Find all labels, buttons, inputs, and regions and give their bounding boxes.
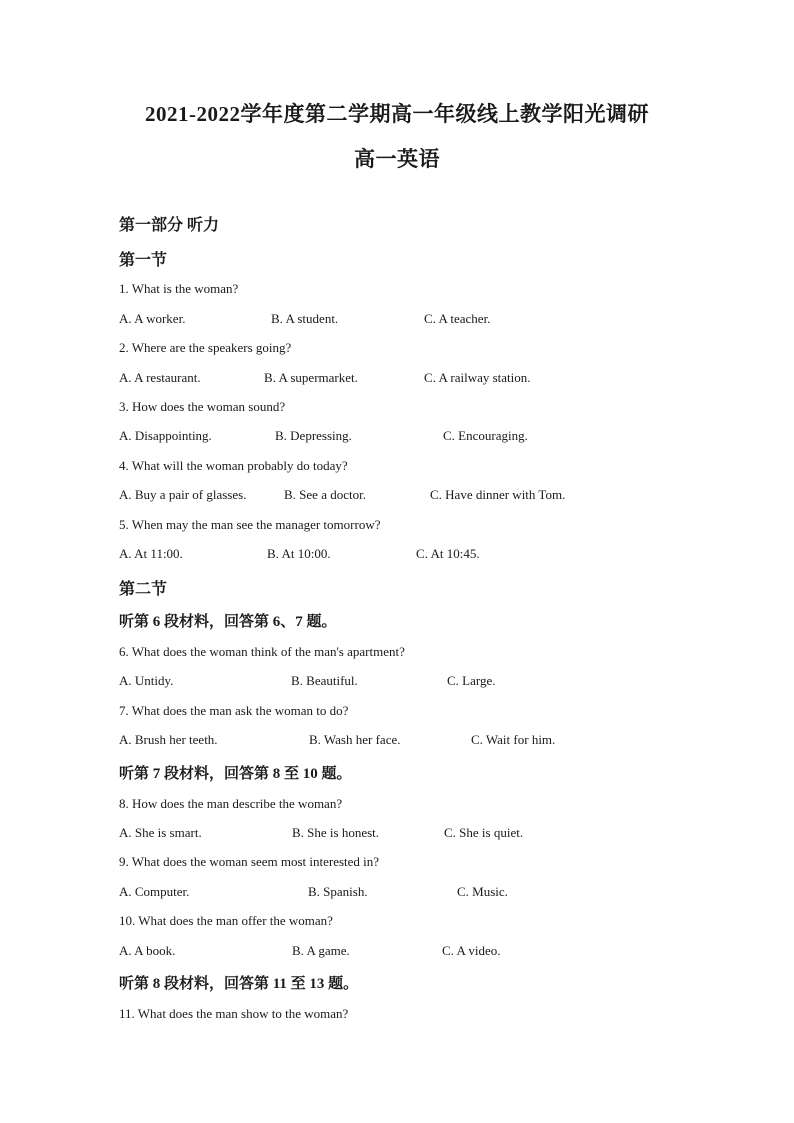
- option-b: B. A game.: [292, 943, 350, 958]
- option-c: C. Have dinner with Tom.: [430, 487, 566, 502]
- option-a: A. Untidy.: [119, 673, 174, 688]
- question-text: 11. What does the man show to the woman?: [119, 1006, 349, 1021]
- option-a: A. At 11:00.: [119, 546, 183, 561]
- option-b: B. Beautiful.: [291, 673, 358, 688]
- option-b: B. Wash her face.: [309, 732, 401, 747]
- option-c: C. Large.: [447, 673, 496, 688]
- material-instruction: 听第 7 段材料，回答第 8 至 10 题。: [119, 766, 352, 782]
- option-a: A. A book.: [119, 943, 176, 958]
- question-text: 7. What does the man ask the woman to do?: [119, 703, 349, 718]
- option-a: A. She is smart.: [119, 825, 202, 840]
- option-b: B. A supermarket.: [264, 370, 358, 385]
- question-text: 10. What does the man offer the woman?: [119, 913, 333, 928]
- option-a: A. A restaurant.: [119, 370, 201, 385]
- option-a: A. Computer.: [119, 884, 190, 899]
- option-c: C. Wait for him.: [471, 732, 556, 747]
- option-c: C. A video.: [442, 943, 501, 958]
- option-a: A. Brush her teeth.: [119, 732, 218, 747]
- question-text: 1. What is the woman?: [119, 281, 239, 296]
- option-b: B. A student.: [271, 311, 339, 326]
- option-c: C. Music.: [457, 884, 508, 899]
- option-c: C. A railway station.: [424, 370, 531, 385]
- option-b: B. At 10:00.: [267, 546, 331, 561]
- question-text: 9. What does the woman seem most interested in?: [119, 854, 380, 869]
- option-c: C. A teacher.: [424, 311, 491, 326]
- question-text: 5. When may the man see the manager tomorrow?: [119, 517, 381, 532]
- option-c: C. At 10:45.: [416, 546, 480, 561]
- option-a: A. Buy a pair of glasses.: [119, 487, 247, 502]
- option-b: B. Spanish.: [308, 884, 368, 899]
- question-text: 8. How does the man describe the woman?: [119, 796, 343, 811]
- option-a: A. Disappointing.: [119, 428, 212, 443]
- option-b: B. See a doctor.: [284, 487, 366, 502]
- document-title: 2021-2022学年度第二学期高一年级线上教学阳光调研: [145, 102, 649, 126]
- document-subtitle: 高一英语: [354, 147, 440, 171]
- question-text: 2. Where are the speakers going?: [119, 340, 292, 355]
- question-text: 4. What will the woman probably do today?: [119, 458, 348, 473]
- section-heading: 第二节: [119, 581, 168, 598]
- option-a: A. A worker.: [119, 311, 186, 326]
- question-text: 3. How does the woman sound?: [119, 399, 286, 414]
- option-c: C. Encouraging.: [443, 428, 528, 443]
- option-c: C. She is quiet.: [444, 825, 524, 840]
- material-instruction: 听第 8 段材料，回答第 11 至 13 题。: [119, 976, 359, 992]
- material-instruction: 听第 6 段材料，回答第 6、7 题。: [119, 614, 337, 630]
- section-heading: 第一节: [119, 252, 168, 269]
- option-b: B. Depressing.: [275, 428, 352, 443]
- question-text: 6. What does the woman think of the man's apartment?: [119, 644, 405, 659]
- option-b: B. She is honest.: [292, 825, 380, 840]
- part-heading: 第一部分 听力: [119, 217, 220, 234]
